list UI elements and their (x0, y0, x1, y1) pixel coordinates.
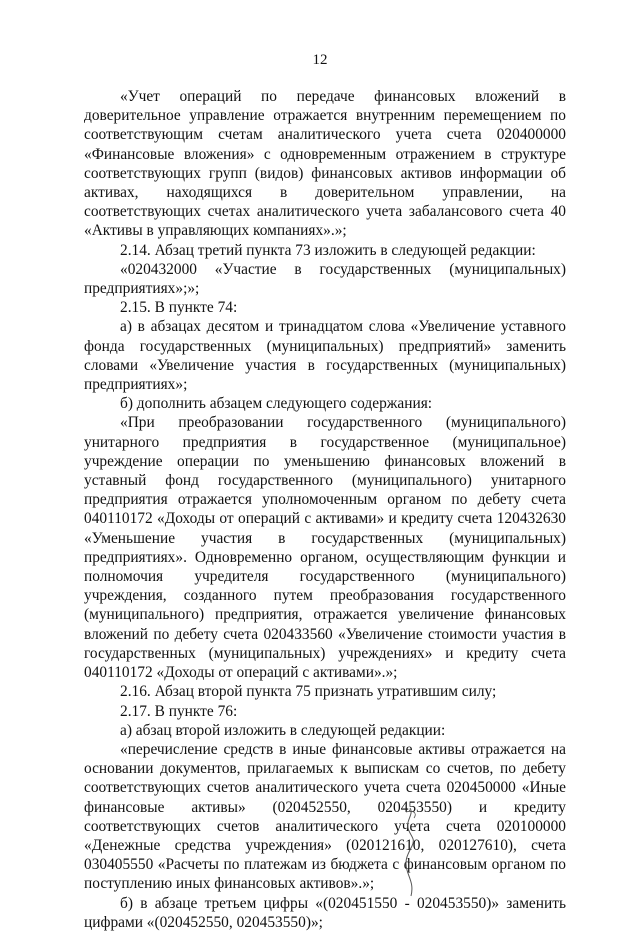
document-body (84, 87, 566, 932)
paragraph-2-14: 2.14. Абзац третий пункта 73 изложить в следующей редакции: (120, 241, 536, 259)
paragraph-trust-management: «Учет операций по передаче финансовых вложений в доверительное управление отражается внутренним перемещением по соответствующим счетам аналитического учета счета 020400000 «Финансовые вложения» с одновременным отражением в структуре соответствующих групп (видов) финансовых активов информации об активах, находящихся в доверительном управлении, на соответствующих счетах аналитического учета забалансового счета 40 «Активы в управляющих компаниях».»; (84, 88, 566, 240)
paragraph-2-17-b: б) в абзаце третьем цифры «(020451550 - 020453550)» заменить цифрами «(020452550, 020453550)»; (84, 894, 566, 931)
paragraph-2-15: 2.15. В пункте 74: (120, 299, 238, 317)
paragraph-2-17: 2.17. В пункте 76: (120, 702, 238, 720)
paragraph-account-020432000: «020432000 «Участие в государственных (муниципальных) предприятиях»;»; (84, 260, 566, 298)
paragraph-2-15-a: а) в абзацах десятом и тринадцатом слова «Увеличение уставного фонда государственных (муниципальных) предприятий» заменить словами «Увеличение участия в государственных (муниципальных) предприятиях»; (84, 318, 566, 394)
handwritten-signature (392, 800, 432, 900)
paragraph-2-17-a: а) абзац второй изложить в следующей редакции: (120, 721, 446, 739)
paragraph-2-16: 2.16. Абзац второй пункта 75 признать утратившим силу; (120, 683, 497, 701)
page-number: 12 (312, 52, 328, 68)
paragraph-transfer-funds: «перечисление средств в иные финансовые активы отражается на основании документов, прилагаемых к выпискам со счетов, по дебету соответствующих счетов аналитического учета счета 020450000 «Иные финансовые активы» (020452550, 020453550) и кредиту соответствующих счетов аналитического учета счета 020100000 «Денежные средства учреждения» (020121610, 020127610), счета 030405550 «Расчеты по платежам из бюджета с финансовым органом по поступлению иных финансовых активов».»; (84, 740, 566, 893)
paragraph-transformation: «При преобразовании государственного (муниципального) унитарного предприятия в государственное (муниципальное) учреждение операции по уменьшению финансовых вложений в уставный фонд государственного (муниципального) унитарного предприятия отражается уполномоченным органом по дебету счета 040110172 «Доходы от операций с активами» и кредиту счета 120432630 «Уменьшение участия в государственных (муниципальных) предприятиях». Одновременно органом, осуществляющим функции и полномочия учредителя государственного (муниципального) учреждения, созданного путем преобразования государственного (муниципального) предприятия, отражается увеличение финансовых вложений по дебету счета 020433560 «Увеличение стоимости участия в государственных (муниципальных) учреждениях» и кредиту счета 040110172 «Доходы от операций с активами».»; (84, 414, 566, 682)
paragraph-2-15-b: б) дополнить абзацем следующего содержания: (120, 395, 433, 413)
